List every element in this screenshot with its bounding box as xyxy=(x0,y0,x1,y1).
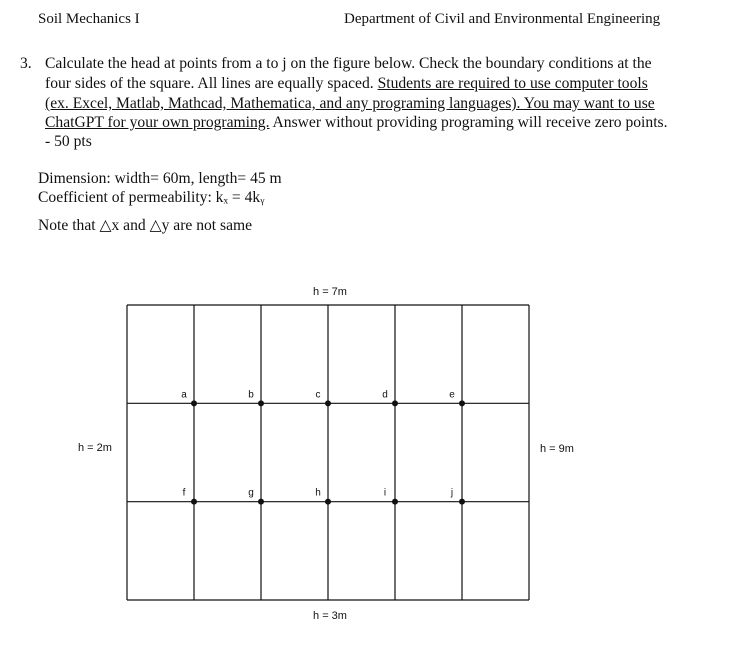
right-boundary-head: h = 9m xyxy=(540,443,574,455)
node-a-marker xyxy=(191,400,197,406)
node-j-label: j xyxy=(450,487,454,499)
grid xyxy=(127,305,529,600)
node-b-label: b xyxy=(248,389,254,401)
node-i-marker xyxy=(392,499,398,505)
department-name: Department of Civil and Environmental Engineering xyxy=(344,11,661,27)
grid-points xyxy=(181,389,465,504)
question-line-1: Calculate the head at points from a to j on the figure below. Check the boundary conditions at the xyxy=(45,55,652,72)
top-boundary-head: h = 7m xyxy=(313,286,347,298)
node-i-label: i xyxy=(383,487,387,499)
node-j-marker xyxy=(459,499,465,505)
given-permeability: Coefficient of permeability: kₓ = 4kᵧ xyxy=(38,189,265,206)
question-line-3: (ex. Excel, Matlab, Mathcad, Mathematica, and any programing languages). You may want to use xyxy=(45,95,655,112)
question-points: - 50 pts xyxy=(45,133,92,150)
question-requirement-end: ChatGPT for your own programing. xyxy=(45,114,270,131)
course-title: Soil Mechanics I xyxy=(38,11,140,27)
node-h-marker xyxy=(325,499,331,505)
node-h-label: h xyxy=(315,487,321,499)
node-f-marker xyxy=(191,499,197,505)
node-g-marker xyxy=(258,499,264,505)
question-number: 3. xyxy=(20,55,32,72)
question-requirement: Students are required to use computer tools xyxy=(377,75,648,92)
given-dimension: Dimension: width= 60m, length= 45 m xyxy=(38,170,282,187)
node-b-marker xyxy=(258,400,264,406)
node-c-label: c xyxy=(315,389,321,401)
question-text: four sides of the square. All lines are equally spaced. xyxy=(45,75,374,92)
node-f-label: f xyxy=(182,487,186,499)
node-e-marker xyxy=(459,400,465,406)
node-c-marker xyxy=(325,400,331,406)
node-e-label: e xyxy=(449,389,455,401)
node-g-label: g xyxy=(248,487,254,499)
node-a-label: a xyxy=(181,389,187,401)
node-d-label: d xyxy=(382,389,388,401)
bottom-boundary-head: h = 3m xyxy=(313,610,347,622)
question-warning: Answer without providing programing will receive zero points. xyxy=(269,114,668,131)
node-d-marker xyxy=(392,400,398,406)
left-boundary-head: h = 2m xyxy=(78,442,112,454)
given-note: Note that △x and △y are not same xyxy=(38,217,253,234)
